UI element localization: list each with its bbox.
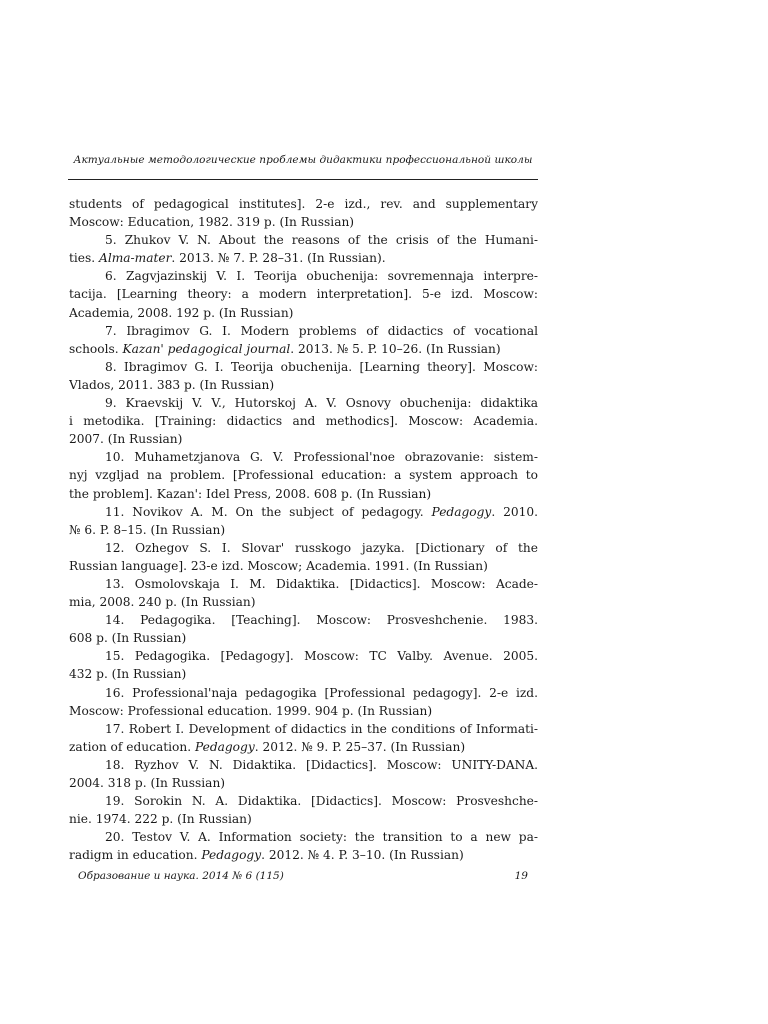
reference-line xyxy=(69,231,538,249)
reference-line xyxy=(69,430,538,448)
page-footer xyxy=(78,870,528,882)
reference-line xyxy=(69,792,538,810)
reference-text: Moscow: Education, 1982. 319 p. (In Russian) xyxy=(69,215,355,230)
reference-text: zation of education. xyxy=(69,739,195,754)
reference-text: 13. Osmolovskaja I. M. Didaktika. [Didactics]. Moscow: Acade- xyxy=(105,576,538,591)
reference-text: № 6. P. 8–15. (In Russian) xyxy=(69,522,226,537)
reference-line xyxy=(69,810,538,828)
reference-text: . 2012. № 4. P. 3–10. (In Russian) xyxy=(261,848,464,863)
reference-text: 18. Ryzhov V. N. Didaktika. [Didactics]. Moscow: UNITY-DANA. xyxy=(105,757,538,772)
reference-text: Russian language]. 23-e izd. Moscow; Academia. 1991. (In Russian) xyxy=(69,558,488,573)
reference-line xyxy=(69,593,538,611)
reference-line xyxy=(69,665,538,683)
reference-line xyxy=(69,702,538,720)
reference-line xyxy=(69,340,538,358)
reference-text: radigm in education. xyxy=(69,848,202,863)
reference-list xyxy=(69,195,538,864)
reference-text: 16. Professional'naja pedagogika [Professional pedagogy]. 2-e izd. xyxy=(105,685,538,700)
running-header: Актуальные методологические проблемы дидактики профессиональной школы xyxy=(73,154,533,166)
reference-text: 432 p. (In Russian) xyxy=(69,667,187,682)
reference-text: 14. Pedagogika. [Teaching]. Moscow: Prosveshchenie. 1983. xyxy=(105,613,538,628)
reference-line xyxy=(69,485,538,503)
reference-text: . 2013. № 7. P. 28–31. (In Russian). xyxy=(171,251,386,266)
reference-text: nyj vzgljad na problem. [Professional education: a system approach to xyxy=(69,468,538,483)
reference-text: 2004. 318 p. (In Russian) xyxy=(69,776,226,790)
reference-text: Academia, 2008. 192 p. (In Russian) xyxy=(69,305,294,320)
reference-italic-text: Pedagogy xyxy=(431,504,492,519)
reference-text: tacija. [Learning theory: a modern interpretation]. 5-e izd. Moscow: xyxy=(69,287,538,302)
reference-text: 11. Novikov A. M. On the subject of pedagogy. xyxy=(105,504,432,519)
reference-line xyxy=(69,557,538,575)
reference-text: 7. Ibragimov G. I. Modern problems of didactics of vocational xyxy=(105,323,538,338)
reference-line xyxy=(69,466,538,484)
reference-line xyxy=(69,575,538,593)
reference-line xyxy=(69,394,538,412)
reference-line xyxy=(69,738,538,756)
reference-text: 608 p. (In Russian) xyxy=(69,631,187,646)
reference-text: 8. Ibragimov G. I. Teorija obuchenija. [Learning theory]. Moscow: xyxy=(105,359,538,374)
footer-journal-info: Образование и наука. 2014 № 6 (115) xyxy=(78,870,284,882)
reference-text: i metodika. [Training: didactics and methodics]. Moscow: Academia. xyxy=(69,414,538,429)
reference-text: Moscow: Professional education. 1999. 904 p. (In Russian) xyxy=(69,703,433,718)
page-number: 19 xyxy=(514,870,528,882)
reference-text: the problem]. Kazan': Idel Press, 2008. 608 p. (In Russian) xyxy=(69,486,432,501)
reference-text: 15. Pedagogika. [Pedagogy]. Moscow: TC Valby. Avenue. 2005. xyxy=(105,649,538,664)
reference-italic-text: Pedagogy xyxy=(201,848,262,863)
reference-line xyxy=(69,448,538,466)
reference-italic-text: Pedagogy xyxy=(194,739,255,754)
reference-text: 10. Muhametzjanova G. V. Professional'noe obrazovanie: sistem- xyxy=(105,450,538,465)
reference-line xyxy=(69,629,538,647)
reference-text: Vlados, 2011. 383 p. (In Russian) xyxy=(69,377,275,392)
reference-line xyxy=(69,647,538,665)
reference-line xyxy=(69,684,538,702)
reference-text: 12. Ozhegov S. I. Slovar' russkogo jazyka. [Dictionary of the xyxy=(105,540,538,555)
reference-line xyxy=(69,249,538,267)
reference-line xyxy=(69,756,538,774)
reference-line xyxy=(69,267,538,285)
reference-text: 19. Sorokin N. A. Didaktika. [Didactics]. Moscow: Prosveshche- xyxy=(105,794,538,809)
reference-text: . 2012. № 9. P. 25–37. (In Russian) xyxy=(254,739,466,754)
reference-line xyxy=(69,322,538,340)
reference-text: 6. Zagvjazinskij V. I. Teorija obuchenija: sovremennaja interpre- xyxy=(105,269,538,284)
reference-italic-text: Alma-mater xyxy=(99,251,172,266)
reference-text: ties. xyxy=(69,251,100,266)
reference-line xyxy=(69,521,538,539)
reference-line xyxy=(69,828,538,846)
reference-text: 20. Testov V. A. Information society: the transition to a new pa- xyxy=(105,830,538,845)
reference-line xyxy=(69,304,538,322)
reference-line xyxy=(69,611,538,629)
reference-line xyxy=(69,213,538,231)
reference-text: mia, 2008. 240 p. (In Russian) xyxy=(69,595,256,610)
header-rule xyxy=(68,179,538,180)
reference-text: . 2013. № 5. P. 10–26. (In Russian) xyxy=(290,341,501,356)
reference-line xyxy=(69,195,538,213)
reference-line xyxy=(69,285,538,303)
reference-text: . 2010. xyxy=(491,504,538,519)
reference-text: 9. Kraevskij V. V., Hutorskoj A. V. Osnovy obuchenija: didaktika xyxy=(105,396,538,411)
reference-text: 2007. (In Russian) xyxy=(69,432,183,447)
reference-text: nie. 1974. 222 p. (In Russian) xyxy=(69,812,252,827)
reference-line xyxy=(69,358,538,376)
reference-line xyxy=(69,774,538,792)
reference-line xyxy=(69,412,538,430)
reference-line xyxy=(69,720,538,738)
reference-italic-text: Kazan' pedagogical journal xyxy=(122,341,291,356)
reference-text: schools. xyxy=(69,341,123,356)
reference-text: 5. Zhukov V. N. About the reasons of the crisis of the Humani- xyxy=(105,233,538,248)
reference-line xyxy=(69,539,538,557)
reference-line xyxy=(69,846,538,864)
reference-text: 17. Robert I. Development of didactics in the conditions of Informati- xyxy=(105,721,538,736)
reference-line xyxy=(69,503,538,521)
reference-line xyxy=(69,376,538,394)
reference-text: students of pedagogical institutes]. 2-e izd., rev. and supplementary xyxy=(69,197,538,211)
